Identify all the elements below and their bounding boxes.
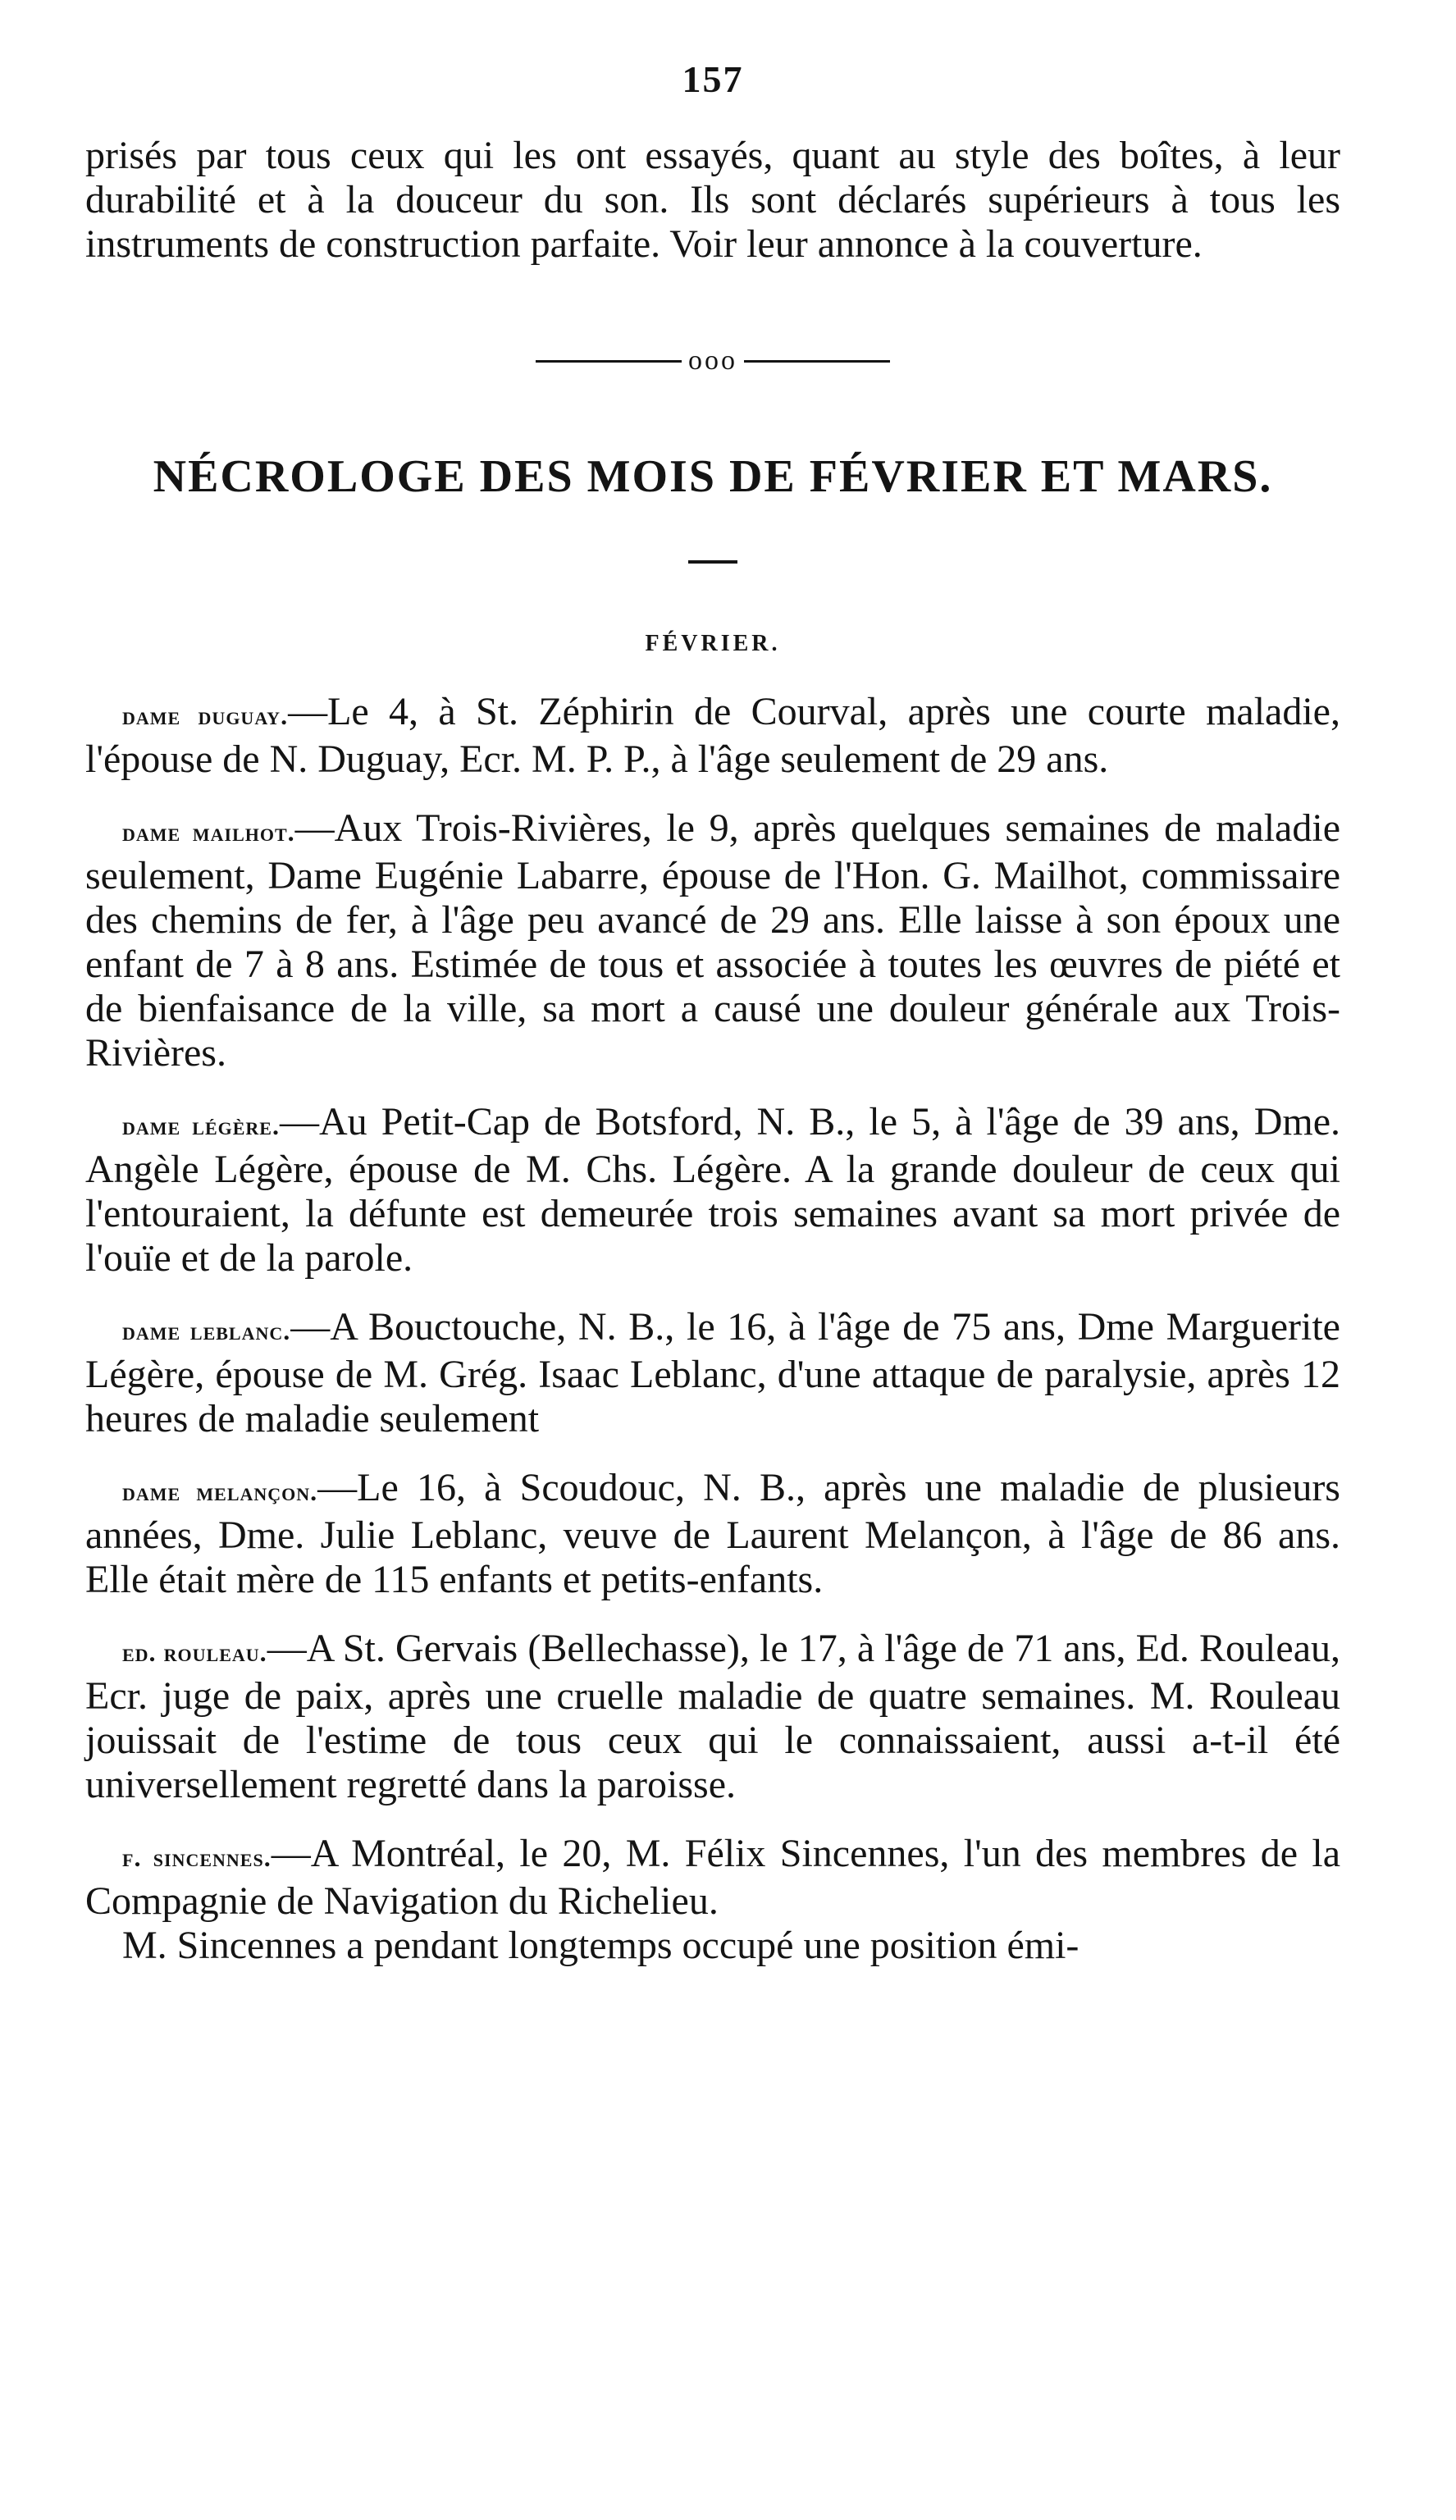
obituary-entry [85, 690, 1340, 782]
entry-text: —Le 16, à Scoudouc, N. B., après une maladie de plusieurs années, Dme. Julie Leblanc, veuve de Laurent Melançon, à l'âge de 86 ans. Elle était mère de 115 enfants et petits-enfants. [85, 1466, 1340, 1601]
entry-name: ed. rouleau. [122, 1637, 267, 1667]
obituary-entry [85, 1466, 1340, 1602]
heading-rule [688, 560, 737, 564]
page-number: 157 [682, 58, 744, 100]
obituary-entry [85, 1100, 1340, 1281]
entry-name: dame mailhot. [122, 817, 295, 847]
intro-paragraph: prisés par tous ceux qui les ont essayés, quant au style des boîtes, à leur durabilité et à la douceur du son. Ils sont déclarés supérieurs à tous les instruments de construction parfaite. Voir leur annonce à la couverture. [85, 134, 1340, 266]
entry-text: —A Bouctouche, N. B., le 16, à l'âge de 75 ans, Dme Marguerite Légère, épouse de M. Grég. Isaac Leblanc, d'une attaque de paralysie, après 12 heures de maladie seulement [85, 1305, 1340, 1440]
obituary-entry [85, 1627, 1340, 1807]
obituary-entry [85, 1305, 1340, 1441]
entry-text: —Le 4, à St. Zéphirin de Courval, après une courte maladie, l'épouse de N. Duguay, Ecr. M. P. P., à l'âge seulement de 29 ans. [85, 690, 1340, 781]
entry-text: —Aux Trois-Rivières, le 9, après quelques semaines de maladie seulement, Dame Eugénie Labarre, épouse de l'Hon. G. Mailhot, commissaire des chemins de fer, à l'âge peu avancé de 29 ans. Elle laisse à son époux une enfant de 7 à 8 ans. Estimée de tous et associée à toutes les œuvres de piété et de bienfaisance de la ville, sa mort a causé une douleur générale aux Trois-Rivières. [85, 806, 1340, 1075]
obituary-entry [85, 806, 1340, 1075]
month-heading: FÉVRIER. [645, 631, 781, 656]
entry-text: —Au Petit-Cap de Botsford, N. B., le 5, à l'âge de 39 ans, Dme. Angèle Légère, épouse de M. Chs. Légère. A la grande douleur de ceux qui l'entouraient, la défunte est demeurée trois semaines avant sa mort privée de l'ouïe et de la parole. [85, 1100, 1340, 1280]
separator-line-left [536, 360, 682, 363]
book-page [85, 57, 1340, 1968]
separator-ornament: ooo [688, 345, 737, 376]
entry-name: dame duguay. [122, 701, 289, 730]
separator-line-right [744, 360, 890, 363]
section-separator [85, 347, 1340, 375]
entry-text: —A St. Gervais (Bellechasse), le 17, à l'âge de 71 ans, Ed. Rouleau, Ecr. juge de paix, après une cruelle maladie de quatre semaines. M. Rouleau jouissait de l'estime de tous ceux qui le connaissaient, aussi a-t-il été universellement regretté dans la paroisse. [85, 1627, 1340, 1806]
section-heading: NÉCROLOGE DES MOIS DE FÉVRIER ET MARS. [153, 451, 1273, 502]
entry-name: dame leblanc. [122, 1316, 291, 1345]
entry-name: dame melançon. [122, 1477, 318, 1506]
continuation-paragraph: M. Sincennes a pendant longtemps occupé une position émi- [122, 1924, 1079, 1967]
obituary-entry [85, 1832, 1340, 1924]
entry-text: —A Montréal, le 20, M. Félix Sincennes, l'un des membres de la Compagnie de Navigation du Richelieu. [85, 1832, 1340, 1923]
entry-name: f. sincennes. [122, 1842, 272, 1872]
entry-name: dame légère. [122, 1111, 280, 1140]
